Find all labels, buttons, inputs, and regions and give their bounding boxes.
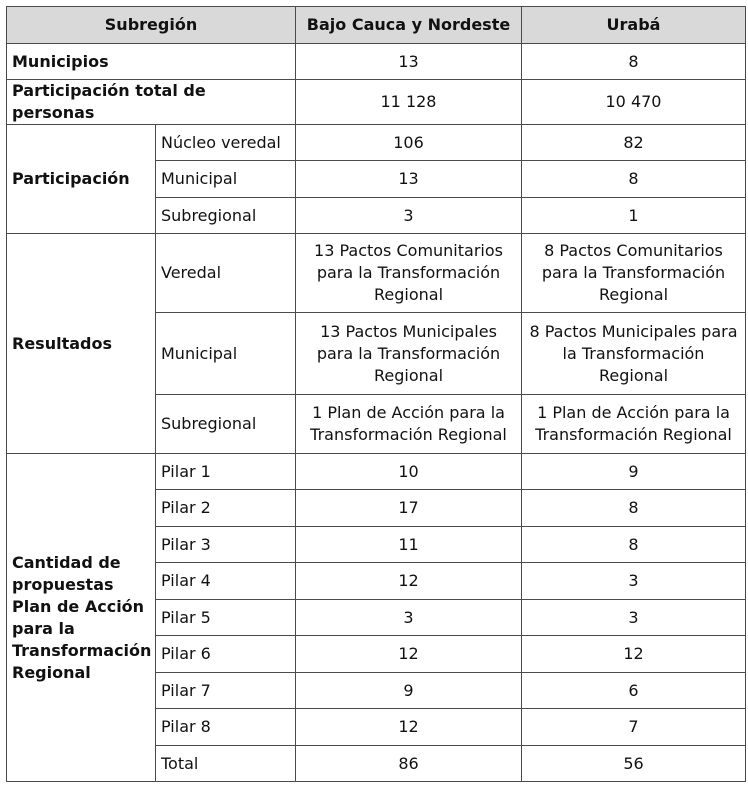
label-participacion-total: Participación total de personas [7, 80, 296, 125]
sub-label: Pilar 5 [156, 600, 296, 636]
sub-label: Pilar 3 [156, 527, 296, 563]
cell-value: 13 Pactos Municipales para la Transformación Regional [296, 313, 522, 395]
cell-value: 86 [296, 746, 522, 782]
cell-value: 8 [522, 490, 746, 527]
cell-value: 3 [522, 563, 746, 600]
header-subregion: Subregión [7, 7, 296, 44]
label-propuestas: Cantidad de propuestas Plan de Acción para la Transformación Regional [7, 454, 156, 782]
cell-value: 10 [296, 454, 522, 490]
cell-value: 13 [296, 44, 522, 80]
sub-label: Núcleo veredal [156, 125, 296, 161]
label-resultados: Resultados [7, 234, 156, 454]
row-participacion-nucleo [7, 125, 746, 161]
cell-value: 13 [296, 161, 522, 198]
cell-value: 8 [522, 527, 746, 563]
cell-value: 56 [522, 746, 746, 782]
subregion-table [6, 6, 746, 782]
sub-label: Municipal [156, 313, 296, 395]
cell-value: 106 [296, 125, 522, 161]
row-municipios [7, 44, 746, 80]
sub-label: Pilar 1 [156, 454, 296, 490]
sub-label: Pilar 6 [156, 636, 296, 673]
cell-value: 12 [296, 709, 522, 746]
row-resultados-veredal [7, 234, 746, 313]
row-pilar-1 [7, 454, 746, 490]
cell-value: 9 [522, 454, 746, 490]
sub-label: Pilar 7 [156, 673, 296, 709]
cell-value: 8 Pactos Comunitarios para la Transformación Regional [522, 234, 746, 313]
cell-value: 3 [296, 600, 522, 636]
cell-value: 11 128 [296, 80, 522, 125]
sub-label: Pilar 4 [156, 563, 296, 600]
cell-value: 12 [296, 636, 522, 673]
cell-value: 8 Pactos Municipales para la Transformación Regional [522, 313, 746, 395]
cell-value: 6 [522, 673, 746, 709]
header-row [7, 7, 746, 44]
cell-value: 12 [522, 636, 746, 673]
cell-value: 7 [522, 709, 746, 746]
cell-value: 8 [522, 44, 746, 80]
header-bajo-cauca: Bajo Cauca y Nordeste [296, 7, 522, 44]
sub-label: Municipal [156, 161, 296, 198]
sub-label: Subregional [156, 198, 296, 234]
sub-label: Subregional [156, 395, 296, 454]
cell-value: 9 [296, 673, 522, 709]
sub-label: Pilar 2 [156, 490, 296, 527]
sub-label: Veredal [156, 234, 296, 313]
cell-value: 17 [296, 490, 522, 527]
cell-value: 12 [296, 563, 522, 600]
cell-value: 10 470 [522, 80, 746, 125]
label-participacion: Participación [7, 125, 156, 234]
cell-value: 3 [522, 600, 746, 636]
cell-value: 1 Plan de Acción para la Transformación Regional [296, 395, 522, 454]
cell-value: 8 [522, 161, 746, 198]
cell-value: 1 [522, 198, 746, 234]
cell-value: 1 Plan de Acción para la Transformación Regional [522, 395, 746, 454]
cell-value: 82 [522, 125, 746, 161]
cell-value: 13 Pactos Comunitarios para la Transformación Regional [296, 234, 522, 313]
label-municipios: Municipios [7, 44, 296, 80]
cell-value: 11 [296, 527, 522, 563]
row-participacion-total [7, 80, 746, 125]
sub-label: Total [156, 746, 296, 782]
sub-label: Pilar 8 [156, 709, 296, 746]
header-uraba: Urabá [522, 7, 746, 44]
cell-value: 3 [296, 198, 522, 234]
